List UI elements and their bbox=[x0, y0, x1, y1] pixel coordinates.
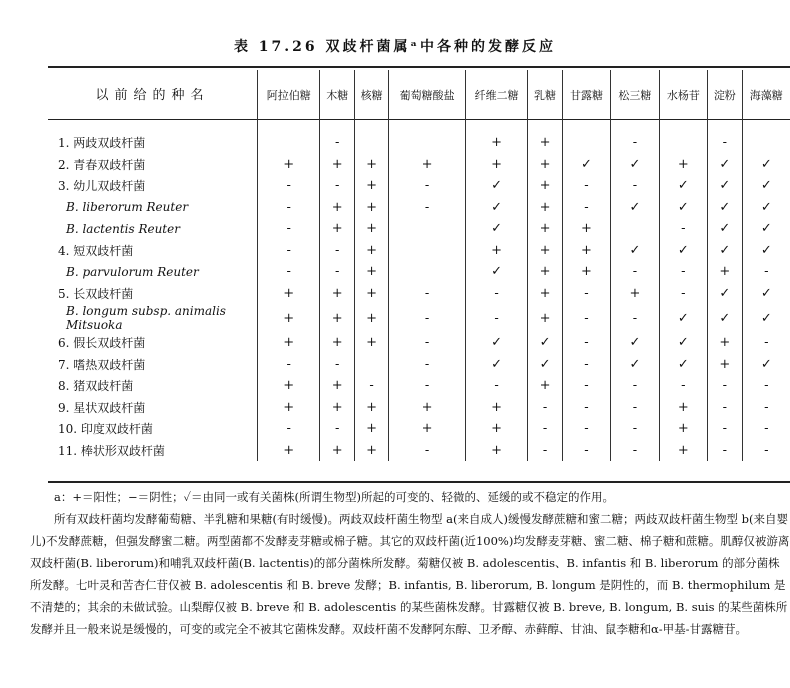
reaction-cell: ✓ bbox=[708, 304, 742, 332]
reaction-cell: + bbox=[354, 332, 388, 354]
reaction-cell: - bbox=[389, 375, 466, 397]
reaction-cell: ✓ bbox=[708, 197, 742, 219]
reaction-cell: - bbox=[611, 304, 659, 332]
reaction-cell bbox=[562, 120, 610, 154]
reaction-cell: - bbox=[742, 397, 790, 419]
reaction-cell: - bbox=[562, 175, 610, 197]
reaction-cell: - bbox=[562, 397, 610, 419]
table-row bbox=[48, 120, 790, 154]
reaction-cell: - bbox=[528, 418, 562, 440]
table-row bbox=[48, 175, 790, 197]
reaction-cell: - bbox=[611, 375, 659, 397]
column-header: 葡萄糖酸盐 bbox=[389, 70, 466, 120]
reaction-cell: - bbox=[659, 261, 707, 283]
reaction-cell: - bbox=[611, 397, 659, 419]
species-name: 7. 嗜热双歧杆菌 bbox=[58, 357, 146, 372]
reaction-cell: ✓ bbox=[659, 197, 707, 219]
table-row bbox=[48, 332, 790, 354]
reaction-cell: + bbox=[465, 397, 527, 419]
reaction-cell: - bbox=[708, 120, 742, 154]
reaction-cell: ✓ bbox=[562, 154, 610, 176]
species-name: 2. 青春双歧杆菌 bbox=[58, 157, 146, 172]
reaction-cell: + bbox=[528, 120, 562, 154]
reaction-cell: - bbox=[258, 240, 320, 262]
reaction-cell: + bbox=[659, 418, 707, 440]
column-header: 水杨苷 bbox=[659, 70, 707, 120]
legend-note: a：+＝阳性；−＝阴性；✓＝由同一或有关菌株(所谓生物型)所起的可变的、轻微的、延缓的或不稳定的作用。 bbox=[54, 490, 615, 504]
reaction-cell: - bbox=[742, 375, 790, 397]
column-header: 以前给的种名 bbox=[95, 87, 210, 103]
reaction-cell: - bbox=[611, 440, 659, 462]
reaction-cell: - bbox=[659, 283, 707, 305]
table-row bbox=[48, 197, 790, 219]
table-row bbox=[48, 418, 790, 440]
reaction-cell: + bbox=[465, 154, 527, 176]
reaction-cell: - bbox=[258, 197, 320, 219]
reaction-cell: ✓ bbox=[708, 240, 742, 262]
reaction-cell: ✓ bbox=[742, 175, 790, 197]
reaction-cell bbox=[389, 218, 466, 240]
reaction-cell: + bbox=[562, 261, 610, 283]
reaction-cell: ✓ bbox=[742, 218, 790, 240]
reaction-cell: + bbox=[659, 154, 707, 176]
table-row bbox=[48, 240, 790, 262]
reaction-cell: ✓ bbox=[742, 197, 790, 219]
table-row bbox=[48, 218, 790, 240]
reaction-cell: - bbox=[320, 120, 354, 154]
reaction-cell bbox=[354, 120, 388, 154]
reaction-cell: ✓ bbox=[708, 283, 742, 305]
reaction-cell: + bbox=[708, 261, 742, 283]
reaction-cell: - bbox=[562, 197, 610, 219]
reaction-cell bbox=[389, 120, 466, 154]
reaction-cell: - bbox=[611, 175, 659, 197]
reaction-cell: + bbox=[258, 440, 320, 462]
reaction-cell: ✓ bbox=[742, 354, 790, 376]
reaction-cell: + bbox=[258, 375, 320, 397]
reaction-cell: - bbox=[465, 375, 527, 397]
column-header: 核糖 bbox=[354, 70, 388, 120]
column-header: 淀粉 bbox=[708, 70, 742, 120]
reaction-cell: + bbox=[354, 397, 388, 419]
reaction-cell: + bbox=[708, 332, 742, 354]
reaction-cell bbox=[258, 120, 320, 154]
table-row bbox=[48, 375, 790, 397]
reaction-cell: + bbox=[528, 218, 562, 240]
table-bottom-rule bbox=[48, 481, 790, 483]
reaction-cell: + bbox=[465, 120, 527, 154]
column-header: 海藻糖 bbox=[742, 70, 790, 120]
column-header: 纤维二糖 bbox=[465, 70, 527, 120]
reaction-cell: + bbox=[258, 283, 320, 305]
column-header: 甘露糖 bbox=[562, 70, 610, 120]
reaction-cell: - bbox=[708, 375, 742, 397]
reaction-cell: - bbox=[742, 440, 790, 462]
species-name: 6. 假长双歧杆菌 bbox=[58, 336, 146, 351]
reaction-cell: + bbox=[258, 397, 320, 419]
reaction-cell: + bbox=[354, 304, 388, 332]
species-name: 11. 棒状形双歧杆菌 bbox=[58, 443, 165, 458]
reaction-cell: - bbox=[389, 332, 466, 354]
reaction-cell bbox=[389, 261, 466, 283]
species-name: 8. 猪双歧杆菌 bbox=[58, 379, 134, 394]
reaction-cell: ✓ bbox=[465, 197, 527, 219]
reaction-cell: + bbox=[528, 261, 562, 283]
table-row bbox=[48, 397, 790, 419]
reaction-cell: + bbox=[354, 218, 388, 240]
reaction-cell: ✓ bbox=[465, 261, 527, 283]
reaction-cell: - bbox=[320, 354, 354, 376]
reaction-cell: - bbox=[320, 418, 354, 440]
table-row bbox=[48, 283, 790, 305]
reaction-cell: ✓ bbox=[742, 304, 790, 332]
reaction-cell: + bbox=[320, 375, 354, 397]
reaction-cell: - bbox=[528, 440, 562, 462]
reaction-cell: - bbox=[389, 283, 466, 305]
reaction-cell bbox=[659, 120, 707, 154]
reaction-cell: - bbox=[742, 261, 790, 283]
fermentation-table bbox=[48, 70, 790, 461]
reaction-cell: - bbox=[708, 418, 742, 440]
reaction-cell: - bbox=[562, 418, 610, 440]
reaction-cell: ✓ bbox=[465, 332, 527, 354]
column-header: 乳糖 bbox=[528, 70, 562, 120]
table-notes bbox=[30, 486, 790, 640]
reaction-cell: - bbox=[258, 418, 320, 440]
reaction-cell: - bbox=[320, 240, 354, 262]
reaction-cell: - bbox=[742, 332, 790, 354]
reaction-cell: + bbox=[354, 197, 388, 219]
reaction-cell: + bbox=[354, 240, 388, 262]
reaction-cell: + bbox=[354, 440, 388, 462]
reaction-cell: - bbox=[562, 332, 610, 354]
reaction-cell bbox=[354, 354, 388, 376]
reaction-cell: ✓ bbox=[611, 332, 659, 354]
column-header: 木糖 bbox=[320, 70, 354, 120]
column-header: 阿拉伯糖 bbox=[258, 70, 320, 120]
species-name: 1. 两歧双歧杆菌 bbox=[58, 136, 146, 151]
reaction-cell bbox=[742, 120, 790, 154]
reaction-cell: + bbox=[320, 304, 354, 332]
reaction-cell: - bbox=[389, 440, 466, 462]
reaction-cell: ✓ bbox=[742, 283, 790, 305]
reaction-cell: ✓ bbox=[611, 154, 659, 176]
reaction-cell: - bbox=[562, 375, 610, 397]
reaction-cell: - bbox=[611, 261, 659, 283]
reaction-cell: - bbox=[389, 197, 466, 219]
table-row bbox=[48, 261, 790, 283]
reaction-cell: + bbox=[611, 283, 659, 305]
reaction-cell: ✓ bbox=[742, 154, 790, 176]
reaction-cell: + bbox=[354, 154, 388, 176]
reaction-cell: - bbox=[389, 354, 466, 376]
reaction-cell: + bbox=[528, 154, 562, 176]
reaction-cell bbox=[389, 240, 466, 262]
reaction-cell: ✓ bbox=[528, 354, 562, 376]
reaction-cell: ✓ bbox=[465, 354, 527, 376]
reaction-cell: + bbox=[389, 397, 466, 419]
reaction-cell: ✓ bbox=[611, 240, 659, 262]
reaction-cell: - bbox=[258, 354, 320, 376]
reaction-cell: + bbox=[320, 197, 354, 219]
reaction-cell: + bbox=[465, 240, 527, 262]
reaction-cell: ✓ bbox=[659, 332, 707, 354]
column-header: 松三糖 bbox=[611, 70, 659, 120]
reaction-cell: - bbox=[562, 354, 610, 376]
reaction-cell: + bbox=[320, 283, 354, 305]
reaction-cell: + bbox=[389, 154, 466, 176]
reaction-cell: + bbox=[659, 397, 707, 419]
reaction-cell: + bbox=[320, 154, 354, 176]
reaction-cell: + bbox=[659, 440, 707, 462]
reaction-cell: + bbox=[354, 418, 388, 440]
reaction-cell: ✓ bbox=[611, 354, 659, 376]
reaction-cell: + bbox=[354, 261, 388, 283]
species-name: 3. 幼儿双歧杆菌 bbox=[58, 179, 146, 194]
reaction-cell: + bbox=[354, 283, 388, 305]
reaction-cell: + bbox=[465, 418, 527, 440]
table-row bbox=[48, 354, 790, 376]
reaction-cell: + bbox=[320, 397, 354, 419]
reaction-cell: - bbox=[389, 304, 466, 332]
reaction-cell: + bbox=[258, 304, 320, 332]
table-row bbox=[48, 154, 790, 176]
species-name: 10. 印度双歧杆菌 bbox=[58, 422, 153, 437]
reaction-cell: ✓ bbox=[659, 240, 707, 262]
reaction-cell: - bbox=[258, 261, 320, 283]
reaction-cell: - bbox=[258, 175, 320, 197]
reaction-cell: - bbox=[611, 418, 659, 440]
table-row bbox=[48, 304, 790, 332]
species-name: 5. 长双歧杆菌 bbox=[58, 286, 134, 301]
reaction-cell: - bbox=[659, 218, 707, 240]
reaction-cell: ✓ bbox=[659, 304, 707, 332]
reaction-cell: + bbox=[562, 240, 610, 262]
species-name: B. lactentis Reuter bbox=[66, 221, 180, 236]
reaction-cell: - bbox=[320, 175, 354, 197]
table-row bbox=[48, 440, 790, 462]
reaction-cell: + bbox=[528, 304, 562, 332]
reaction-cell: ✓ bbox=[659, 175, 707, 197]
reaction-cell: - bbox=[465, 304, 527, 332]
reaction-cell: + bbox=[528, 283, 562, 305]
reaction-cell: + bbox=[258, 332, 320, 354]
reaction-cell: + bbox=[320, 440, 354, 462]
reaction-cell: ✓ bbox=[465, 218, 527, 240]
notes-paragraph: 所有双歧杆菌均发酵葡萄糖、半乳糖和果糖(有时缓慢)。两歧双歧杆菌生物型 a(来自成人)缓慢发酵蔗糖和蜜二糖；两歧双歧杆菌生物型 b(来自婴儿)不发酵蔗糖，但强发酵蜜二糖。两型菌都不发酵麦芽糖或棉子糖。其它的双歧杆菌(近100%)均发酵麦芽糖、蜜二糖、棉子糖和蔗糖。肌醇仅被游离双歧杆菌(B. liberorum)和哺乳双歧杆菌(B. lactentis)的部分菌株所发酵。菊糖仅被 B. adolescentis、B. infantis 和 B. liberorum 的部分菌株所发酵。七叶灵和苦杏仁苷仅被 B. adolescentis 和 B. breve 发酵；B. infantis, B. liberorum, B. longum 是阴性的，而 B. thermophilum 是不清楚的；其余的未做试验。山梨醇仅被 B. breve 和 B. adolescentis 的某些菌株发酵。甘露糖仅被 B. breve, B. longum, B. suis 的某些菌株所发酵并且一般来说是缓慢的，可变的或完全不被其它菌株发酵。双歧杆菌不发酵阿东醇、卫矛醇、赤藓醇、甘油、鼠李糖和α-甲基-甘露糖苷。 bbox=[30, 512, 790, 636]
reaction-cell: + bbox=[258, 154, 320, 176]
reaction-cell: ✓ bbox=[528, 332, 562, 354]
reaction-cell: ✓ bbox=[708, 154, 742, 176]
reaction-cell: - bbox=[611, 120, 659, 154]
reaction-cell: + bbox=[320, 218, 354, 240]
reaction-cell: ✓ bbox=[742, 240, 790, 262]
species-name: B. liberorum Reuter bbox=[66, 200, 189, 215]
reaction-cell: ✓ bbox=[611, 197, 659, 219]
table-top-rule bbox=[48, 66, 790, 68]
reaction-cell: - bbox=[708, 397, 742, 419]
reaction-cell: + bbox=[562, 218, 610, 240]
table-title: 表 17.26 双歧杆菌属ᵃ中各种的发酵反应 bbox=[233, 39, 557, 55]
reaction-cell: - bbox=[528, 397, 562, 419]
reaction-cell: - bbox=[742, 418, 790, 440]
reaction-cell: + bbox=[354, 175, 388, 197]
reaction-cell bbox=[611, 218, 659, 240]
reaction-cell: + bbox=[528, 375, 562, 397]
reaction-cell: - bbox=[320, 261, 354, 283]
reaction-cell: ✓ bbox=[465, 175, 527, 197]
reaction-cell: - bbox=[354, 375, 388, 397]
reaction-cell: + bbox=[528, 197, 562, 219]
reaction-cell: + bbox=[320, 332, 354, 354]
reaction-cell: ✓ bbox=[659, 354, 707, 376]
reaction-cell: - bbox=[708, 440, 742, 462]
reaction-cell: ✓ bbox=[708, 175, 742, 197]
reaction-cell: + bbox=[708, 354, 742, 376]
reaction-cell: - bbox=[562, 304, 610, 332]
reaction-cell: + bbox=[465, 440, 527, 462]
reaction-cell: - bbox=[465, 283, 527, 305]
species-name: B. parvulorum Reuter bbox=[66, 264, 199, 279]
reaction-cell: + bbox=[528, 175, 562, 197]
reaction-cell: + bbox=[389, 418, 466, 440]
reaction-cell: - bbox=[562, 283, 610, 305]
reaction-cell: - bbox=[258, 218, 320, 240]
reaction-cell: - bbox=[389, 175, 466, 197]
species-name: B. longum subsp. animalis Mitsuoka bbox=[66, 304, 226, 332]
reaction-cell: ✓ bbox=[708, 218, 742, 240]
reaction-cell: - bbox=[659, 375, 707, 397]
reaction-cell: - bbox=[562, 440, 610, 462]
species-name: 4. 短双歧杆菌 bbox=[58, 243, 134, 258]
species-name: 9. 星状双歧杆菌 bbox=[58, 400, 146, 415]
reaction-cell: + bbox=[528, 240, 562, 262]
